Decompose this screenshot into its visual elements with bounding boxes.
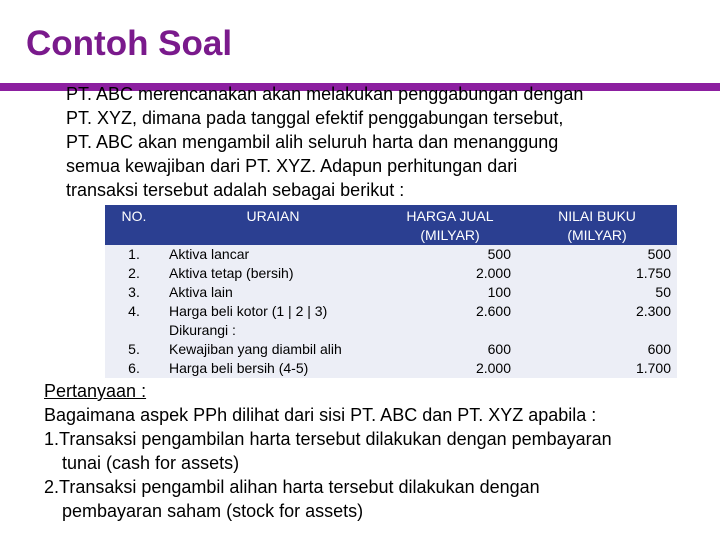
intro-line: PT. ABC akan mengambil alih seluruh harta dan menanggung (66, 132, 559, 152)
cell-nilai-buku: 600 (647, 341, 671, 357)
cell-uraian: Kewajiban yang diambil alih (169, 341, 342, 357)
intro-line: semua kewajiban dari PT. XYZ. Adapun perhitungan dari (66, 156, 518, 176)
table-body-row (105, 245, 677, 378)
column-no (105, 245, 163, 378)
question-item-line: tunai (cash for assets) (62, 453, 240, 473)
cell-nilai-buku: 1.750 (635, 265, 671, 281)
header-harga-jual-line2: (MILYAR) (420, 227, 480, 243)
intro-line: PT. XYZ, dimana pada tanggal efektif penggabungan tersebut, (66, 108, 564, 128)
column-uraian (163, 245, 383, 378)
cell-harga-jual: 500 (487, 246, 511, 262)
cell-uraian: Aktiva lain (169, 284, 233, 300)
intro-line: transaksi tersebut adalah sebagai berikut : (66, 180, 405, 200)
cell-harga-jual: 2.000 (475, 360, 511, 376)
cell-no: 2. (128, 265, 140, 281)
cell-no: 5. (128, 341, 140, 357)
cell-uraian: Aktiva lancar (169, 246, 250, 262)
intro-line: PT. ABC merencanakan akan melakukan penggabungan dengan (66, 84, 584, 104)
header-nilai-buku-line2: (MILYAR) (567, 227, 627, 243)
intro-paragraph (66, 82, 686, 202)
question-item-line: 2.Transaksi pengambil alihan harta tersebut dilakukan dengan (44, 477, 540, 497)
cell-nilai-buku: 500 (647, 246, 671, 262)
cell-no: 3. (128, 284, 140, 300)
cell-harga-jual: 2.600 (475, 303, 511, 319)
question-item-line: pembayaran saham (stock for assets) (62, 501, 364, 521)
cell-no: 1. (128, 246, 140, 262)
cell-no: 4. (128, 303, 140, 319)
page-title: Contoh Soal (26, 24, 233, 63)
cell-no (111, 321, 157, 340)
questions-heading: Pertanyaan : (44, 381, 147, 401)
cell-no: 6. (128, 360, 140, 376)
cell-harga-jual: 2.000 (475, 265, 511, 281)
calculation-table (105, 205, 677, 378)
cell-nilai-buku: 1.700 (635, 360, 671, 376)
cell-uraian: Dikurangi : (169, 322, 236, 338)
header-no: NO. (105, 205, 163, 245)
header-nilai-buku (517, 205, 677, 245)
column-harga-jual (383, 245, 517, 378)
cell-nilai-buku (523, 321, 671, 340)
cell-nilai-buku: 2.300 (635, 303, 671, 319)
header-nilai-buku-line1: NILAI BUKU (558, 208, 636, 224)
header-harga-jual (383, 205, 517, 245)
cell-harga-jual (389, 321, 511, 340)
cell-uraian: Aktiva tetap (bersih) (169, 265, 294, 281)
cell-uraian: Harga beli kotor (1 | 2 | 3) (169, 303, 328, 319)
cell-harga-jual: 100 (487, 284, 511, 300)
column-nilai-buku (517, 245, 677, 378)
cell-harga-jual: 600 (487, 341, 511, 357)
table-header-row (105, 205, 677, 245)
header-harga-jual-line1: HARGA JUAL (406, 208, 494, 224)
cell-uraian: Harga beli bersih (4-5) (169, 360, 309, 376)
questions-section (44, 379, 704, 523)
cell-nilai-buku: 50 (655, 284, 671, 300)
questions-prompt: Bagaimana aspek PPh dilihat dari sisi PT. ABC dan PT. XYZ apabila : (44, 405, 597, 425)
question-item-line: 1.Transaksi pengambilan harta tersebut dilakukan dengan pembayaran (44, 429, 612, 449)
header-uraian: URAIAN (163, 205, 383, 245)
